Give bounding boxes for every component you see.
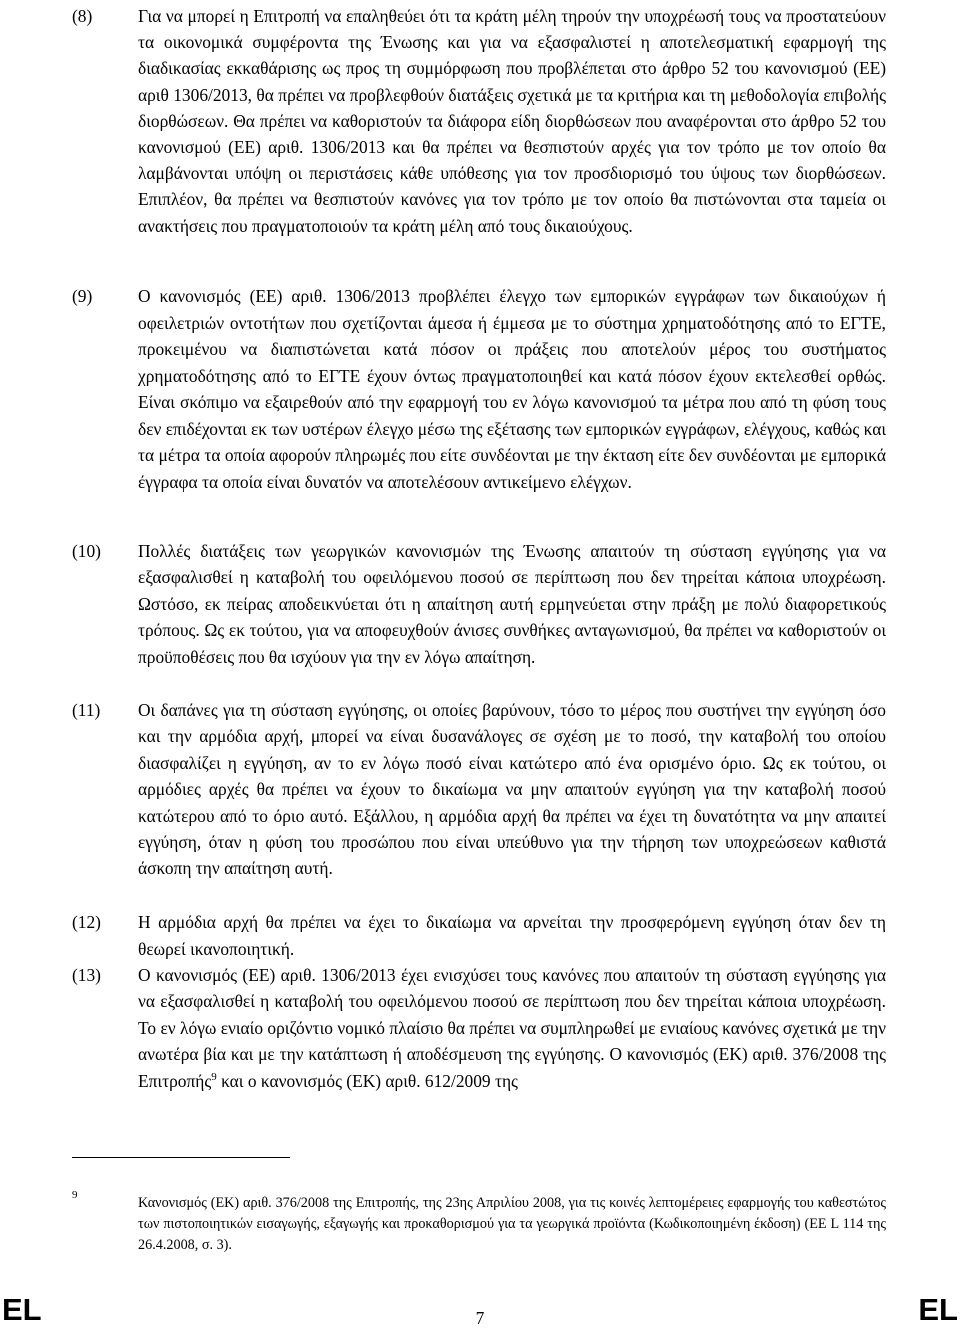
recital-text: Ο κανονισμός (ΕΕ) αριθ. 1306/2013 προβλέπει έλεγχο των εμπορικών εγγράφων των δικαιούχων ή οφειλετριών οντοτήτων που σχετίζονται άμεσα ή έμμεσα με το σύστημα χρηματοδότησης από το ΕΓΤΕ, προκειμένου να διαπιστώνεται κατά πόσον οι πράξεις που αποτελούν μέρος του συστήματος χρηματοδότησης από το ΕΓΤΕ έχουν όντως πραγματοποιηθεί και κατά πόσον έχουν εκτελεσθεί ορθώς. Είναι σκόπιμο να εξαιρεθούν από την εφαρμογή του εν λόγω κανονισμού τα μέτρα που από τη φύση τους δεν επιδέχονται εκ των υστέρων έλεγχο μέσω της εξέτασης των εμπορικών εγγράφων, ελέγχους, καθώς και τα μέτρα τα οποία αφορούν πληρωμές που είτε συνδέονται με την έκταση είτε δεν συνδέονται με εμπορικά έγγραφα τα οποία είναι δυνατόν να αποτελέσουν αντικείμενο ελέγχων. [138,286,886,492]
recital-number: (10) [72,541,101,561]
footnote-text: Κανονισμός (ΕΚ) αριθ. 376/2008 της Επιτροπής, της 23ης Απριλίου 2008, για τις κοινές λεπτομέρειες εφαρμογής του καθεστώτος των πιστοποιητικών εισαγωγής, εξαγωγής και προκαθορισμού για τα γεωργικά προϊόντα (Κωδικοποιημένη έκδοση) (ΕΕ L 114 της 26.4.2008, σ. 3). [138,1195,886,1254]
recital-text-part: Ο κανονισμός (ΕΕ) αριθ. 1306/2013 έχει ενισχύσει τους κανόνες που απαιτούν τη σύσταση εγγύησης για να εξασφαλισθεί η καταβολή του οφειλόμενου ποσού σε περίπτωση που δεν τηρείται κάποια υποχρέωση. Το εν λόγω ενιαίο οριζόντιο νομικό πλαίσιο θα πρέπει να συμπληρωθεί με ενιαίους κανόνες σχετικά με την ανωτέρα βία και με την κατάπτωση ή αποδέσμευση της εγγύησης. Ο κανονισμός (ΕΚ) αριθ. 376/2008 της Επιτροπής [138,965,886,1091]
recital-text: Η αρμόδια αρχή θα πρέπει να έχει το δικαίωμα να αρνείται την προσφερόμενη εγγύηση όταν δεν τη θεωρεί ικανοποιητική. [138,912,886,959]
recital-number: (8) [72,6,93,26]
footnote-number: 9 [72,1189,78,1201]
footnote-reference[interactable]: 9 [211,1070,217,1083]
recital-number: (13) [72,965,101,985]
recital-text: Οι δαπάνες για τη σύσταση εγγύησης, οι οποίες βαρύνουν, τόσο το μέρος που συστήνει την εγγύηση όσο και την αρμόδια αρχή, μπορεί να είναι δυσανάλογες σε σχέση με το ποσό, την καταβολή του οποίου διασφαλίζει η εγγύηση, αν το εν λόγω ποσό είναι κατώτερο από ένα ορισμένο όριο. Ως εκ τούτου, οι αρμόδιες αρχές θα πρέπει να έχουν το δικαίωμα να μην απαιτούν εγγύηση για την καταβολή ποσού κατώτερου από το όριο αυτό. Εξάλλου, η αρμόδια αρχή θα πρέπει να έχει τη δυνατότητα να μην απαιτεί εγγύηση, όταν η φύση του προσώπου που είναι υπεύθυνο για την τήρηση των υποχρεώσεων καθιστά άσκοπη την απαίτηση αυτή. [138,700,886,879]
recital-number: (11) [72,700,101,720]
page-number: 7 [475,1308,485,1328]
footer-language-left: EL [2,1292,42,1327]
footer-language-right: EL [918,1292,958,1327]
recital-number: (9) [72,286,93,306]
recital-text [138,962,886,1094]
recital-text-part: και ο κανονισμός (ΕΚ) αριθ. 612/2009 της [216,1070,518,1091]
recital-text: Για να μπορεί η Επιτροπή να επαληθεύει ότι τα κράτη μέλη τηρούν την υποχρέωσή τους να προστατεύουν τα οικονομικά συμφέροντα της Ένωσης και για να εξασφαλιστεί η αποτελεσματική εφαρμογή της διαδικασίας εκκαθάρισης ως προς τη συμμόρφωση που προβλέπεται στο άρθρο 52 του κανονισμού (ΕΕ) αριθ 1306/2013, θα πρέπει να προβλεφθούν διατάξεις σχετικά με τα κριτήρια και τη μεθοδολογία επιβολής διορθώσεων. Θα πρέπει να καθοριστούν τα διάφορα είδη διορθώσεων που αναφέρονται στο άρθρο 52 του κανονισμού (ΕΕ) αριθ. 1306/2013 και θα πρέπει να θεσπιστούν αρχές για τον τρόπο με τον οποίο θα λαμβάνονται υπόψη οι περιστάσεις κάθε υπόθεσης για τον προσδιορισμό του ύψους των διορθώσεων. Επιπλέον, θα πρέπει να θεσπιστούν κανόνες για τον τρόπο με τον οποίο θα πιστώνονται στα ταμεία οι ανακτήσεις που πραγματοποιούν τα κράτη μέλη από τους δικαιούχους. [138,6,886,236]
recital-number: (12) [72,912,101,932]
footnote-separator [72,1157,290,1158]
recital-text: Πολλές διατάξεις των γεωργικών κανονισμών της Ένωσης απαιτούν τη σύσταση εγγύησης για να εξασφαλισθεί η καταβολή του οφειλόμενου ποσού σε περίπτωση που δεν τηρείται κάποια υποχρέωση. Ωστόσο, εκ πείρας αποδεικνύεται ότι η απαίτηση αυτή ερμηνεύεται στην πράξη με πολύ διαφορετικούς τρόπους. Ως εκ τούτου, για να αποφευχθούν άνισες συνθήκες ανταγωνισμού, θα πρέπει να καθοριστούν οι προϋποθέσεις που θα ισχύουν για την εν λόγω απαίτηση. [138,541,886,667]
